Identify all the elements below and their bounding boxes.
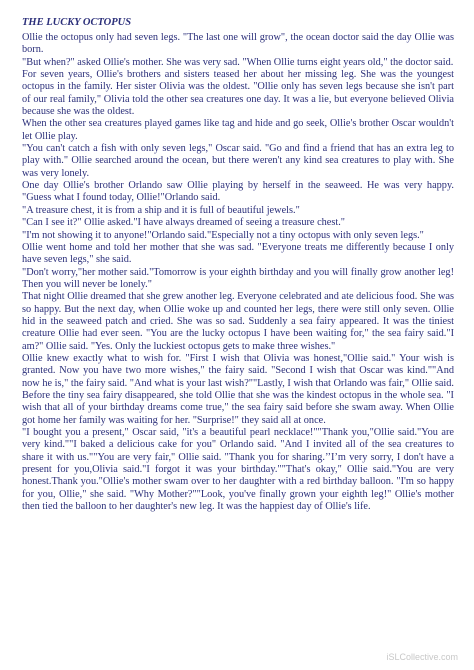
story-paragraph: "But when?" asked Ollie's mother. She was very sad. "When Ollie turns eight years old," the doctor said. bbox=[22, 56, 454, 68]
story-paragraph: "Don't worry,"her mother said."Tomorrow is your eighth birthday and you will finally grow another leg! Then you will never be lonely." bbox=[22, 266, 454, 290]
story-paragraph: Ollie knew exactly what to wish for. "First I wish that Olivia was honest,"Ollie said." Your wish is granted. Now you have two more wishes," the fairy said. "Second I wish that Oscar was kind.""And now he is," the fairy said. "And what is your last wish?""Lastly, I wish that Orlando was fair," Ollie said. Before the tiny sea fairy disappeared, she told Ollie that she was the kindest octopus in the whole sea. "I wish that all of your birthday dreams come true," the sea fairy said before she swam away. When Ollie got home her family was waiting for her. "Surprise!" they said all at once. bbox=[22, 352, 454, 426]
story-paragraph: Ollie the octopus only had seven legs. "The last one will grow", the ocean doctor said the day Ollie was born. bbox=[22, 32, 454, 56]
story-paragraph: "A treasure chest, it is from a ship and it is full of beautiful jewels." bbox=[22, 204, 300, 216]
story-paragraph: "Can I see it?" Ollie asked."I have always dreamed of seeing a treasure chest." bbox=[22, 217, 346, 229]
story-paragraph: Ollie went home and told her mother that she was sad. "Everyone treats me differently because I only have seven legs," she said. bbox=[22, 241, 454, 266]
story-paragraph: When the other sea creatures played games like tag and hide and go seek, Ollie's brother Oscar wouldn't let Ollie play. bbox=[22, 118, 454, 142]
story-paragraph: For seven years, Ollie's brothers and sisters teased her about her missing leg. She was the youngest octopus in the family. Her sister Olivia was the oldest. "Ollie only has seven legs because she isn't part of our real family," Olivia told the other sea creatures one day. It was a lie, but everyone believed Olivia because she was the oldest. bbox=[22, 69, 454, 118]
story-paragraph: "I'm not showing it to anyone!"Orlando said."Especially not a tiny octopus with only seven legs." bbox=[22, 229, 424, 241]
story-paragraph: "I bought you a present," Oscar said, "it's a beautiful pearl necklace!""Thank you,"Ollie said."You are very kind.""I baked a delicious cake for you" Orlando said. "And I invited all of the sea creatures to share it with us.""You are very fair," Ollie said. "Thank you for sharing.’’I’m very sorry, I don't have a present for you,Olivia said."I forgot it was your birthday.""That's okay," Ollie said."You are very honest.Thank you."Ollie's mother swam over to her daughter with a red birthday balloon. "I'm so happy for you, Ollie," she said. "Why Mother?""Look, you've finally grown your eighth leg!" Ollie's mother then tied the balloon to her daughter's new leg. It was the happiest day of Ollie's life. bbox=[22, 427, 454, 513]
story-paragraph: "You can't catch a fish with only seven legs," Oscar said. "Go and find a friend that has an extra leg to play with." Ollie searched around the ocean, but there weren't any kind sea creatures to play with. She was very lonely. bbox=[22, 143, 454, 179]
worksheet-page bbox=[22, 16, 454, 513]
watermark: iSLCollective.com bbox=[386, 652, 458, 662]
story-paragraph: One day Ollie's brother Orlando saw Ollie playing by herself in the seaweed. He was very happy. "Guess what I found today, Ollie!"Orlando said. bbox=[22, 180, 454, 204]
story-paragraph: That night Ollie dreamed that she grew another leg. Everyone celebrated and ate delicious food. She was so happy. But the next day, when Ollie woke up and counted her legs, there were still only seven. Ollie hid in the seaweed patch and cried. She was so sad. Suddenly a sea fairy appeared. It was the tiniest creature Ollie had ever seen. "You are the lucky octopus I have been waiting for," the sea fairy said."I am?" Ollie said. "Yes. Only the luckiest octopus gets to make three wishes." bbox=[22, 291, 454, 352]
story-body bbox=[22, 32, 454, 513]
story-title: THE LUCKY OCTOPUS bbox=[22, 17, 132, 28]
